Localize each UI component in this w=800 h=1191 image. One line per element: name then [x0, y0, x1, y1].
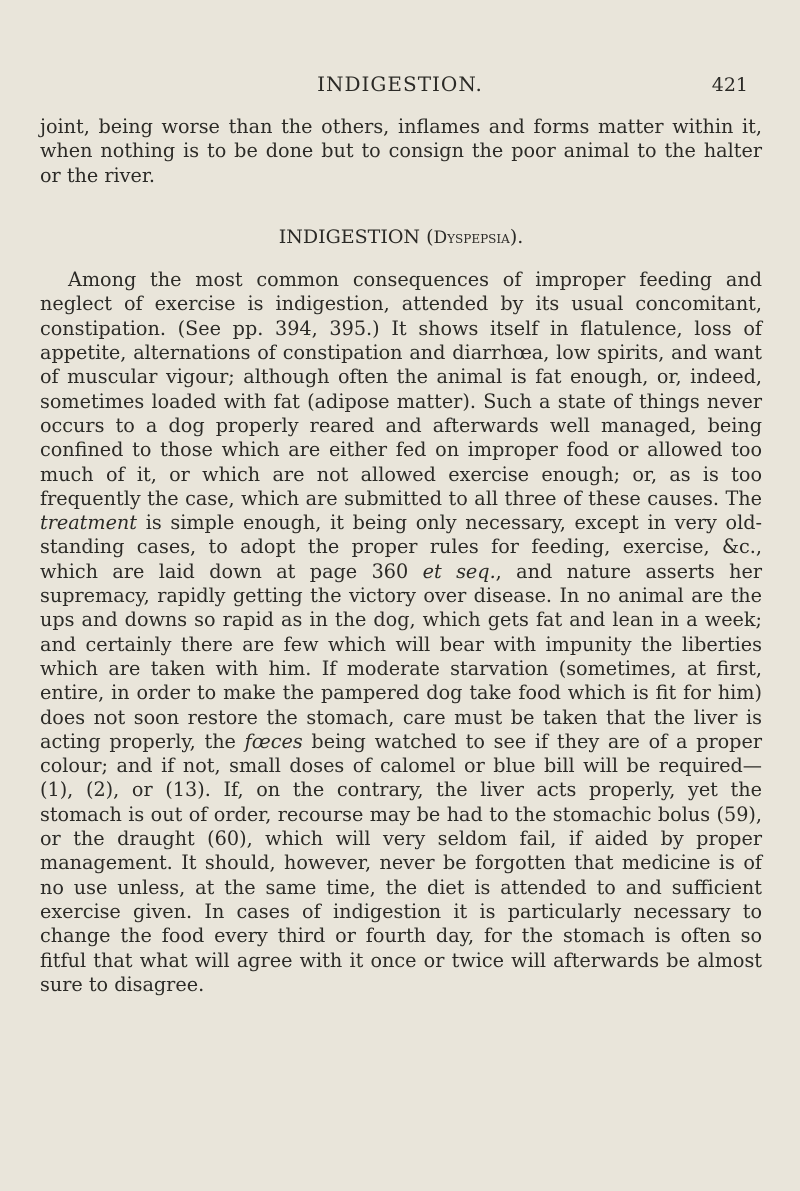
body-text — [40, 115, 762, 997]
main-text-4: being watched to see if they are of a proper colour; and if not, small doses of calomel or blue bill will be required—(1), (2), or (13). If, on the contrary, the liver acts properly, yet the stomach is out of order, recourse may be had to the stomachic bolus (59), or the draught (60), which will very seldom fail, if aided by proper management. It should, however, never be forgotten that medicine is of no use unless, at the same time, the diet is attended to and sufficient exercise given. In cases of indigestion it is particularly necessary to change the food every third or fourth day, for the stomach is often so fitful that what will agree with it once or twice will afterwards be almost sure to disagree. — [40, 729, 762, 996]
section-heading — [40, 225, 762, 250]
intro-paragraph: joint, being worse than the others, inflames and forms matter within it, when nothing is to be done but to consign the poor animal to the halter or the river. — [40, 115, 762, 187]
main-text-3: , and nature asserts her supremacy, rapidly getting the victory over disease. In no animal are the ups and downs so rapid as in the dog, which gets fat and lean in a week; and certainly there are few which will bear with impunity the liberties which are taken with him. If moderate starvation (sometimes, at first, entire, in order to make the pampered dog take food which is fit for him) does not soon restore the stomach, care must be taken that the liver is acting properly, the — [40, 559, 762, 753]
section-title: INDIGESTION ( — [278, 225, 434, 248]
main-text-1: Among the most common consequences of improper feeding and neglect of exercise is indigestion, attended by its usual concomitant, constipation. (See pp. 394, 395.) It shows itself in flatulence, loss of appetite, alternations of constipation and diarrhœa, low spirits, and want of muscular vigour; although often the animal is fat enough, or, indeed, sometimes loaded with fat (adipose matter). Such a state of things never occurs to a dog properly reared and afterwards well managed, being confined to those which are either fed on improper food or allowed too much of it, or which are not allowed exercise enough; or, as is too frequently the case, which are submitted to all three of these causes. The — [40, 268, 762, 510]
emphasis-treatment: treatment — [40, 511, 138, 535]
page-header — [0, 72, 800, 98]
main-text-2: is simple enough, it being only necessary, except in very old-standing cases, to adopt the proper rules for feeding, exercise, &c., which are laid down at page 360 — [40, 511, 762, 583]
section-subtitle: Dyspepsia — [433, 227, 510, 248]
section-title-end: ). — [509, 225, 524, 248]
running-head: INDIGESTION. — [317, 72, 483, 96]
page-number: 421 — [711, 74, 748, 96]
emphasis-et-seq: et seq. — [422, 559, 496, 583]
emphasis-foeces: fœces — [244, 729, 303, 753]
main-paragraph — [40, 268, 762, 997]
